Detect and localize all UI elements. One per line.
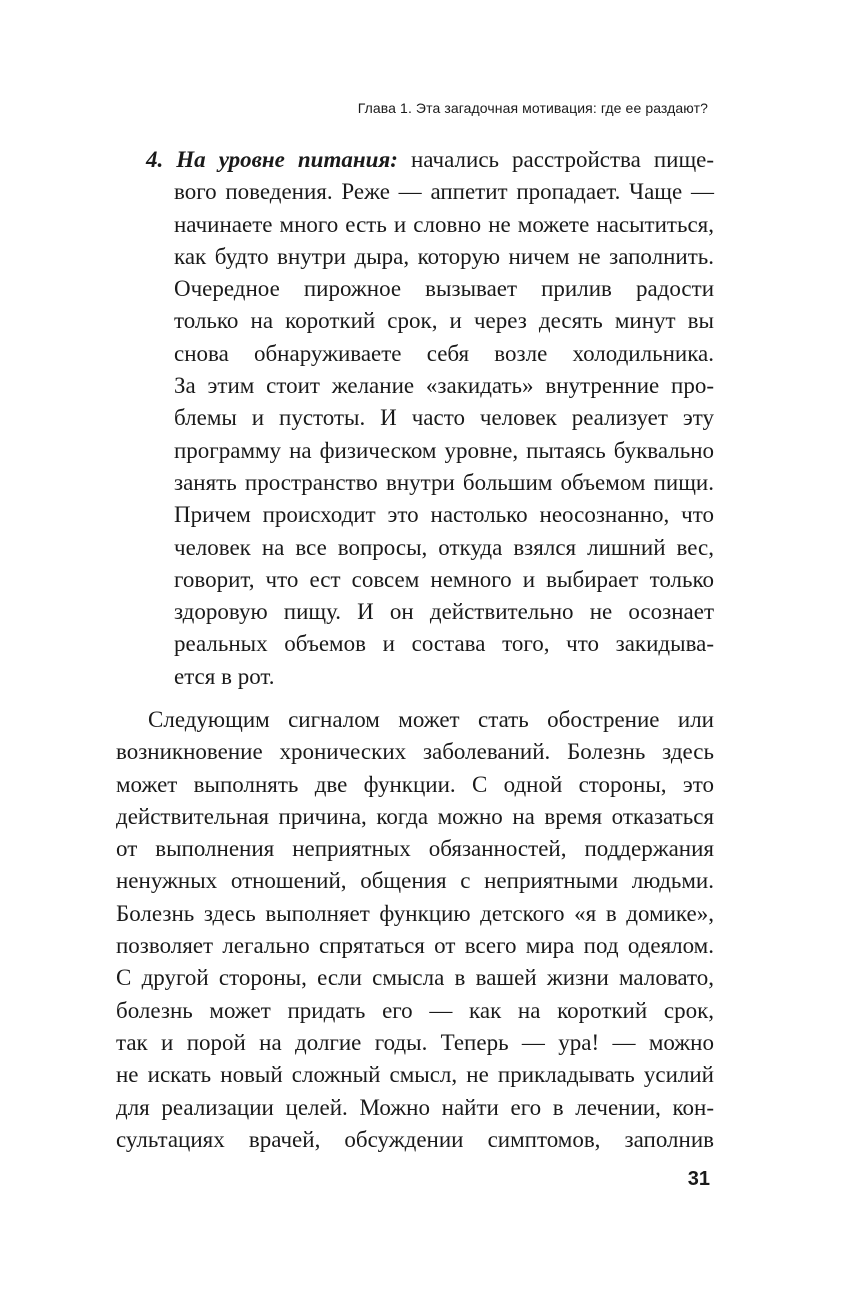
list-item-line: снова обнаруживаете себя возле холодильника.	[174, 340, 714, 366]
list-item-line: Причем происходит это настолько неосознанно, что	[174, 502, 714, 528]
list-item-line: блемы и пустоты. И часто человек реализует эту	[174, 405, 714, 431]
paragraph-line: для реализации целей. Можно найти его в лечении, кон-	[116, 1094, 714, 1120]
list-item-first-line	[146, 144, 714, 176]
list-item-4	[146, 144, 714, 693]
paragraph-line: С другой стороны, если смысла в вашей жизни маловато,	[116, 965, 714, 991]
body-paragraph	[116, 704, 714, 1156]
paragraph-line: сультациях врачей, обсуждении симптомов, заполнив	[116, 1126, 714, 1152]
list-item-line: реальных объемов и состава того, что закидыва-	[174, 631, 714, 657]
list-item-line: как будто внутри дыра, которую ничем не заполнить.	[174, 243, 714, 269]
list-item-line: За этим стоит желание «закидать» внутренние про-	[174, 373, 714, 399]
list-item-line: здоровую пищу. И он действительно не осознает	[174, 599, 714, 625]
list-item-line: программу на физическом уровне, пытаясь буквально	[174, 437, 714, 463]
list-item-line: вого поведения. Реже — аппетит пропадает. Чаще —	[174, 179, 714, 205]
paragraph-line: так и порой на долгие годы. Теперь — ура! — можно	[116, 1029, 714, 1055]
list-item-line: говорит, что ест совсем немного и выбирает только	[174, 566, 714, 592]
paragraph-line: Следующим сигналом может стать обострение или	[148, 707, 714, 732]
paragraph-line: не искать новый сложный смысл, не прикладывать усилий	[116, 1062, 714, 1088]
list-item-line: занять пространство внутри большим объемом пищи.	[174, 469, 714, 495]
list-item-line: только на короткий срок, и через десять минут вы	[174, 308, 714, 334]
list-item-number: 4.	[146, 147, 164, 172]
list-item-line: человек на все вопросы, откуда взялся лишний вес,	[174, 534, 714, 560]
paragraph-line: может выполнять две функции. С одной стороны, это	[116, 771, 714, 797]
paragraph-line: позволяет легально спрятаться от всего мира под одеялом.	[116, 933, 714, 959]
page-number: 31	[687, 1168, 710, 1190]
paragraph-line: возникновение хронических заболеваний. Болезнь здесь	[116, 739, 714, 765]
list-item-line: Очередное пирожное вызывает прилив радости	[174, 276, 714, 302]
list-item-line: начинаете много есть и словно не можете насытиться,	[174, 211, 714, 237]
paragraph-line: от выполнения неприятных обязанностей, поддержания	[116, 836, 714, 862]
list-item-first-line-text: начались расстройства пище-	[410, 147, 715, 172]
paragraph-line: Болезнь здесь выполняет функцию детского «я в домике»,	[116, 900, 714, 926]
paragraph-line: болезнь может придать его — как на короткий срок,	[116, 997, 714, 1023]
list-item-heading: На уровне питания:	[176, 147, 398, 172]
paragraph-line: ненужных отношений, общения с неприятными людьми.	[116, 868, 714, 894]
running-head: Глава 1. Эта загадочная мотивация: где ее раздают?	[357, 100, 708, 116]
paragraph-line: действительная причина, когда можно на время отказаться	[116, 803, 714, 829]
list-item-line: ется в рот.	[174, 663, 275, 689]
